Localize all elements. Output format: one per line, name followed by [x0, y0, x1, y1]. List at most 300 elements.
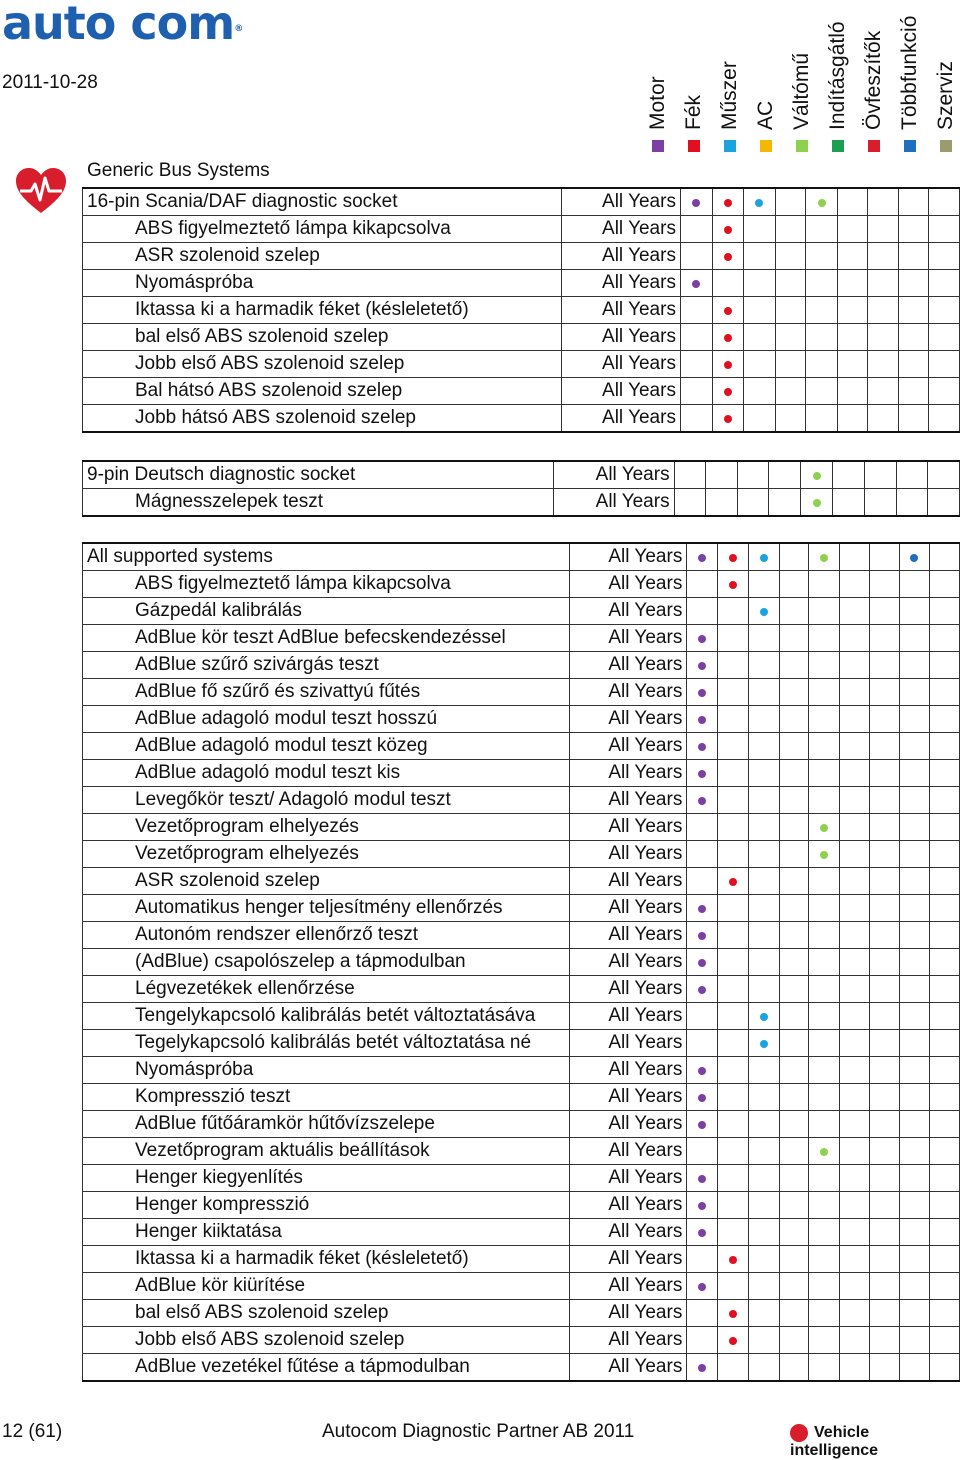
category-cell — [779, 1246, 809, 1273]
function-name: Vezetőprogram elhelyezés — [83, 841, 570, 868]
category-cell — [687, 976, 718, 1003]
table-row — [83, 297, 960, 324]
supported-dot — [698, 716, 706, 724]
years-cell: All Years — [562, 351, 681, 378]
category-cell — [930, 949, 960, 976]
category-cell — [840, 1219, 870, 1246]
supported-dot — [760, 1040, 768, 1048]
function-name: Nyomáspróba — [83, 270, 562, 297]
category-cell — [801, 489, 833, 517]
category-cell — [749, 841, 780, 868]
years-cell: All Years — [562, 188, 681, 216]
category-cell — [809, 949, 840, 976]
category-cell — [779, 841, 809, 868]
function-name: All supported systems — [83, 543, 570, 571]
category-cell — [898, 188, 929, 216]
function-name: AdBlue adagoló modul teszt kis — [83, 760, 570, 787]
category-cell — [840, 841, 870, 868]
table-row — [83, 1003, 960, 1030]
table-row — [83, 1327, 960, 1354]
category-cell — [809, 814, 840, 841]
category-cell — [899, 868, 930, 895]
category-cell — [779, 1219, 809, 1246]
category-cell — [779, 976, 809, 1003]
supported-dot — [724, 199, 732, 207]
category-cell — [779, 895, 809, 922]
column-label: Többfunkció — [898, 15, 921, 130]
category-cell — [809, 706, 840, 733]
category-cell — [899, 679, 930, 706]
category-cell — [837, 378, 868, 405]
table-row — [83, 760, 960, 787]
function-name: AdBlue kör kiürítése — [83, 1273, 570, 1300]
table-row — [83, 216, 960, 243]
years-cell: All Years — [569, 1138, 687, 1165]
category-cell — [869, 733, 899, 760]
category-cell — [779, 625, 809, 652]
supported-dot — [698, 554, 706, 562]
category-cell — [806, 351, 838, 378]
table-row — [83, 243, 960, 270]
supported-dot — [820, 824, 828, 832]
category-cell — [749, 787, 780, 814]
category-cell — [869, 976, 899, 1003]
category-cell — [779, 1354, 809, 1382]
category-cell — [840, 949, 870, 976]
category-cell — [899, 1327, 930, 1354]
years-cell: All Years — [562, 216, 681, 243]
category-cell — [930, 1084, 960, 1111]
category-cell — [840, 868, 870, 895]
category-cell — [869, 652, 899, 679]
years-cell: All Years — [569, 1003, 687, 1030]
category-cell — [930, 733, 960, 760]
category-cell — [775, 405, 806, 433]
category-cell — [869, 922, 899, 949]
table-row — [83, 351, 960, 378]
function-name: Jobb első ABS szolenoid szelep — [83, 351, 562, 378]
category-cell — [930, 706, 960, 733]
table-row — [83, 378, 960, 405]
supported-dot — [698, 1067, 706, 1075]
category-cell — [809, 1273, 840, 1300]
category-cell — [687, 760, 718, 787]
category-cell — [929, 216, 960, 243]
category-cell — [749, 625, 780, 652]
category-cell — [687, 1138, 718, 1165]
category-cell — [869, 598, 899, 625]
column-label: Övfeszítők — [862, 30, 885, 130]
category-cell — [869, 1300, 899, 1327]
category-cell — [837, 216, 868, 243]
category-cell — [929, 243, 960, 270]
category-cell — [898, 270, 929, 297]
category-cell — [712, 324, 744, 351]
category-cell — [809, 571, 840, 598]
function-name: AdBlue fűtőáramkör hűtővízszelepe — [83, 1111, 570, 1138]
category-cell — [744, 351, 776, 378]
category-cell — [718, 543, 749, 571]
category-cell — [687, 895, 718, 922]
supported-dot — [729, 1310, 737, 1318]
category-cell — [775, 351, 806, 378]
category-cell — [718, 922, 749, 949]
function-name: Henger kiegyenlítés — [83, 1165, 570, 1192]
category-cell — [930, 1273, 960, 1300]
category-cell — [865, 461, 897, 489]
supported-dot — [729, 1337, 737, 1345]
category-cell — [712, 216, 744, 243]
category-cell — [687, 1192, 718, 1219]
category-cell — [779, 733, 809, 760]
category-cell — [809, 1246, 840, 1273]
category-cell — [899, 841, 930, 868]
category-cell — [837, 243, 868, 270]
category-cell — [869, 841, 899, 868]
years-cell: All Years — [569, 760, 687, 787]
years-cell: All Years — [569, 1030, 687, 1057]
supported-dot — [698, 1094, 706, 1102]
supported-dot — [820, 1148, 828, 1156]
years-cell: All Years — [569, 1246, 687, 1273]
category-cell — [869, 1327, 899, 1354]
years-cell: All Years — [569, 679, 687, 706]
category-cell — [779, 571, 809, 598]
category-cell — [749, 949, 780, 976]
category-cell — [928, 489, 960, 517]
supported-dot — [698, 932, 706, 940]
supported-dot — [724, 388, 732, 396]
category-cell — [687, 1300, 718, 1327]
category-cell — [687, 625, 718, 652]
category-cell — [898, 243, 929, 270]
category-cell — [718, 625, 749, 652]
table-row — [83, 1057, 960, 1084]
years-cell: All Years — [569, 1354, 687, 1382]
category-cell — [930, 1165, 960, 1192]
category-cell — [898, 324, 929, 351]
category-cell — [718, 1192, 749, 1219]
category-cell — [869, 1354, 899, 1382]
category-cell — [899, 976, 930, 1003]
function-name: Henger kompresszió — [83, 1192, 570, 1219]
category-cell — [840, 787, 870, 814]
category-cell — [930, 598, 960, 625]
category-cell — [833, 489, 865, 517]
category-cell — [809, 841, 840, 868]
supported-dot — [818, 199, 826, 207]
category-cell — [869, 1003, 899, 1030]
category-cell — [687, 1246, 718, 1273]
function-name: AdBlue szűrő szivárgás teszt — [83, 652, 570, 679]
table-row — [83, 787, 960, 814]
category-cell — [930, 787, 960, 814]
category-cell — [869, 1084, 899, 1111]
category-cell — [840, 543, 870, 571]
category-cell — [749, 760, 780, 787]
function-name: Légvezetékek ellenőrzése — [83, 976, 570, 1003]
table-row — [83, 1165, 960, 1192]
category-cell — [840, 922, 870, 949]
years-cell: All Years — [569, 706, 687, 733]
category-cell — [930, 543, 960, 571]
function-name: AdBlue adagoló modul teszt közeg — [83, 733, 570, 760]
column-color-square — [724, 140, 736, 152]
column-header-1 — [676, 0, 712, 130]
supported-dot — [698, 1364, 706, 1372]
category-cell — [930, 1111, 960, 1138]
function-name: (AdBlue) csapolószelep a tápmodulban — [83, 949, 570, 976]
category-cell — [930, 625, 960, 652]
category-cell — [718, 1246, 749, 1273]
category-cell — [809, 1111, 840, 1138]
category-cell — [809, 868, 840, 895]
column-header-8 — [928, 0, 960, 130]
category-cell — [749, 1327, 780, 1354]
column-header-6 — [856, 0, 892, 130]
table-row — [83, 405, 960, 433]
supported-dot — [698, 1175, 706, 1183]
category-cell — [899, 1246, 930, 1273]
category-cell — [840, 1030, 870, 1057]
supported-dot — [698, 1283, 706, 1291]
category-cell — [718, 1273, 749, 1300]
category-cell — [737, 461, 769, 489]
category-cell — [840, 598, 870, 625]
category-cell — [809, 679, 840, 706]
category-cell — [869, 571, 899, 598]
table-row — [83, 1300, 960, 1327]
category-cell — [929, 297, 960, 324]
category-cell — [929, 351, 960, 378]
category-cell — [687, 814, 718, 841]
category-cell — [687, 1003, 718, 1030]
category-cell — [718, 733, 749, 760]
function-name: Gázpedál kalibrálás — [83, 598, 570, 625]
category-cell — [869, 1192, 899, 1219]
supported-dot — [724, 334, 732, 342]
category-cell — [899, 1300, 930, 1327]
category-cell — [779, 543, 809, 571]
category-cell — [840, 733, 870, 760]
category-cell — [840, 814, 870, 841]
category-cell — [930, 1219, 960, 1246]
category-cell — [898, 216, 929, 243]
category-cell — [744, 243, 776, 270]
table-row — [83, 706, 960, 733]
category-cell — [868, 243, 899, 270]
function-name: AdBlue fő szűrő és szivattyú fűtés — [83, 679, 570, 706]
category-cell — [865, 489, 897, 517]
years-cell: All Years — [569, 868, 687, 895]
category-cell — [775, 378, 806, 405]
function-name: Tegelykapcsoló kalibrálás betét változtatása né — [83, 1030, 570, 1057]
column-color-square — [904, 140, 916, 152]
category-cell — [680, 297, 712, 324]
column-header-7 — [892, 0, 928, 130]
category-cell — [868, 297, 899, 324]
category-cell — [809, 922, 840, 949]
years-cell: All Years — [569, 922, 687, 949]
category-cell — [868, 270, 899, 297]
category-cell — [809, 543, 840, 571]
vi-logo-icon — [790, 1424, 808, 1442]
supported-dot — [820, 851, 828, 859]
category-cell — [779, 706, 809, 733]
category-cell — [749, 1219, 780, 1246]
category-cell — [840, 625, 870, 652]
category-cell — [809, 1354, 840, 1382]
function-name: Mágnesszelepek teszt — [83, 489, 554, 517]
category-cell — [899, 760, 930, 787]
years-cell: All Years — [569, 787, 687, 814]
category-cell — [749, 976, 780, 1003]
category-cell — [718, 706, 749, 733]
function-name: Iktassa ki a harmadik féket (késleletető) — [83, 297, 562, 324]
category-cell — [869, 1219, 899, 1246]
category-cell — [749, 1084, 780, 1111]
supported-dot — [698, 743, 706, 751]
years-cell: All Years — [569, 1219, 687, 1246]
logo-mark: ® — [234, 24, 243, 34]
supported-dot — [755, 199, 763, 207]
column-header-0 — [640, 0, 676, 130]
years-cell: All Years — [569, 841, 687, 868]
supported-dot — [724, 226, 732, 234]
category-cell — [680, 243, 712, 270]
category-cell — [809, 976, 840, 1003]
category-cell — [744, 297, 776, 324]
category-cell — [718, 1354, 749, 1382]
table-row — [83, 324, 960, 351]
category-cell — [869, 760, 899, 787]
category-cell — [929, 324, 960, 351]
category-cell — [687, 922, 718, 949]
table-row — [83, 625, 960, 652]
category-cell — [837, 405, 868, 433]
category-cell — [718, 571, 749, 598]
category-cell — [806, 243, 838, 270]
supported-dot — [698, 797, 706, 805]
table-row — [83, 1030, 960, 1057]
column-label: Szerviz — [934, 61, 957, 130]
category-cell — [899, 1084, 930, 1111]
category-cell — [930, 1327, 960, 1354]
category-cell — [718, 652, 749, 679]
category-cell — [930, 1030, 960, 1057]
category-cell — [744, 378, 776, 405]
category-cell — [737, 489, 769, 517]
category-cell — [718, 1219, 749, 1246]
category-cell — [868, 378, 899, 405]
supported-dot — [760, 554, 768, 562]
category-cell — [840, 571, 870, 598]
category-cell — [930, 1138, 960, 1165]
category-cell — [840, 1165, 870, 1192]
supported-dot — [813, 472, 821, 480]
table-row — [83, 895, 960, 922]
category-cell — [930, 1057, 960, 1084]
years-cell: All Years — [569, 976, 687, 1003]
category-cell — [840, 706, 870, 733]
table-row — [83, 1138, 960, 1165]
category-cell — [809, 1030, 840, 1057]
category-cell — [840, 1084, 870, 1111]
column-color-square — [688, 140, 700, 152]
category-cell — [898, 351, 929, 378]
years-cell: All Years — [569, 1273, 687, 1300]
category-cell — [840, 1057, 870, 1084]
category-cell — [687, 1111, 718, 1138]
years-cell: All Years — [562, 243, 681, 270]
table-row — [83, 733, 960, 760]
category-cell — [899, 571, 930, 598]
category-cell — [687, 868, 718, 895]
function-name: Henger kiiktatása — [83, 1219, 570, 1246]
years-cell: All Years — [562, 297, 681, 324]
page-number: 12 (61) — [2, 1421, 63, 1442]
category-cell — [779, 1273, 809, 1300]
category-cell — [687, 1327, 718, 1354]
category-cell — [744, 216, 776, 243]
category-cell — [840, 976, 870, 1003]
category-cell — [749, 679, 780, 706]
category-cell — [687, 706, 718, 733]
category-cell — [899, 1219, 930, 1246]
category-cell — [749, 895, 780, 922]
category-cell — [749, 543, 780, 571]
category-cell — [899, 1030, 930, 1057]
category-cell — [779, 868, 809, 895]
category-cell — [680, 216, 712, 243]
category-cell — [680, 351, 712, 378]
table-row — [83, 188, 960, 216]
category-cell — [718, 1138, 749, 1165]
category-cell — [779, 1111, 809, 1138]
category-cell — [896, 489, 928, 517]
function-name: AdBlue adagoló modul teszt hosszú — [83, 706, 570, 733]
category-cell — [809, 1192, 840, 1219]
function-name: 16-pin Scania/DAF diagnostic socket — [83, 188, 562, 216]
category-cell — [749, 571, 780, 598]
category-cell — [687, 949, 718, 976]
category-cell — [930, 1300, 960, 1327]
category-cell — [749, 1192, 780, 1219]
supported-dot — [698, 635, 706, 643]
column-header-2 — [712, 0, 748, 130]
category-cell — [674, 461, 706, 489]
category-cell — [718, 841, 749, 868]
supported-dot — [698, 1202, 706, 1210]
category-cell — [899, 733, 930, 760]
table-row — [83, 679, 960, 706]
years-cell: All Years — [569, 895, 687, 922]
function-name: Levegőkör teszt/ Adagoló modul teszt — [83, 787, 570, 814]
category-cell — [928, 461, 960, 489]
category-cell — [930, 1354, 960, 1382]
category-cell — [899, 1354, 930, 1382]
supported-dot — [692, 280, 700, 288]
category-cell — [718, 1111, 749, 1138]
category-cell — [809, 1165, 840, 1192]
category-cell — [718, 1057, 749, 1084]
category-cell — [869, 679, 899, 706]
category-cell — [806, 188, 838, 216]
category-cell — [806, 270, 838, 297]
category-cell — [869, 543, 899, 571]
category-cell — [801, 461, 833, 489]
category-cell — [680, 270, 712, 297]
